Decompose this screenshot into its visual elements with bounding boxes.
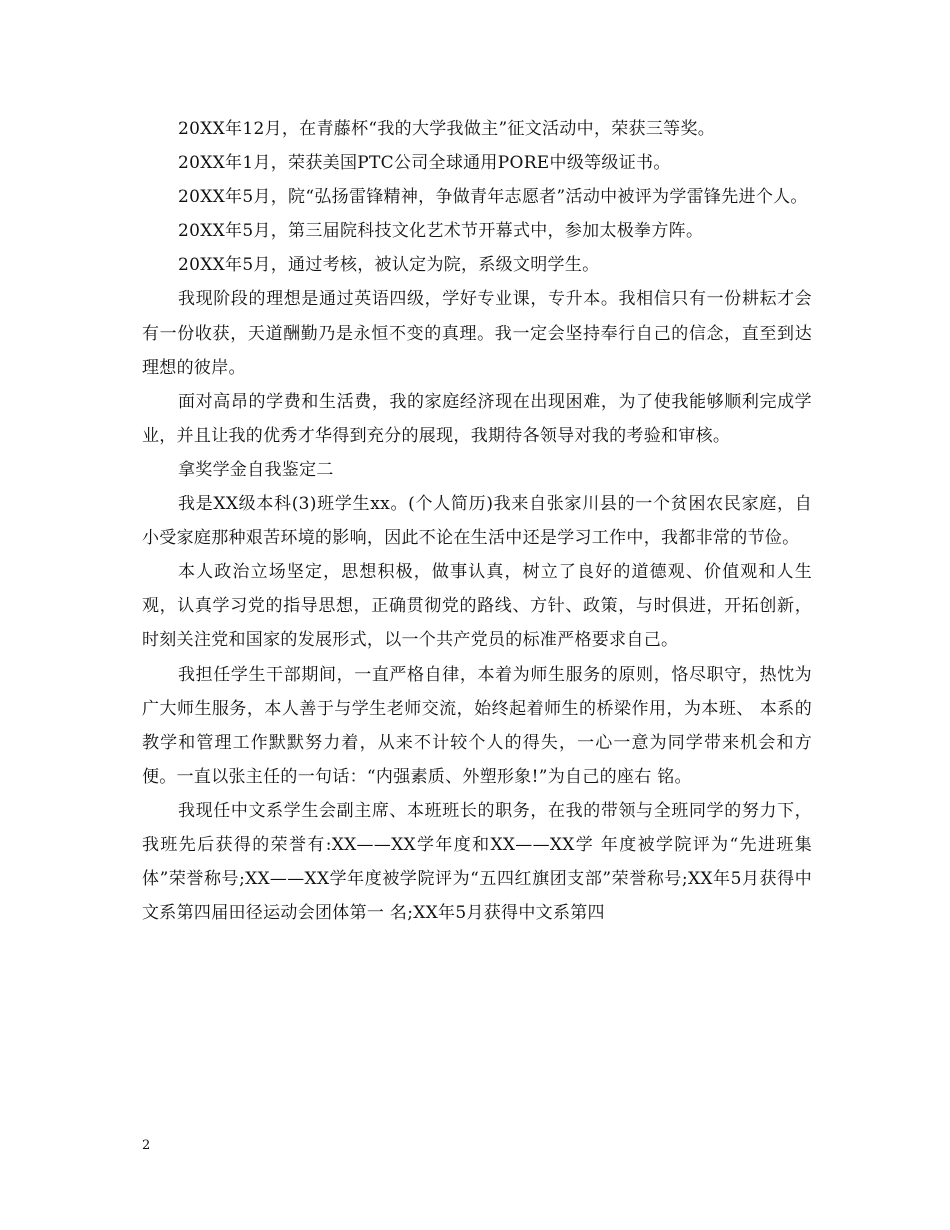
paragraph-volunteer-award: 20XX年5月，院“弘扬雷锋精神，争做青年志愿者”活动中被评为学雷锋先进个人。 — [178, 187, 808, 208]
paragraph-student-cadre: 我担任学生干部期间，一直严格自律，本着为师生服务的原则，恪尽职守，热忱为广大师生服务，本人善于与学生老师交流，始终起着师生的桥梁作用，为本班、 本系的教学和管理工作默默努力着，从来不计较个人的得失，一心一意为同学带来机会和方便。一直以张主任的一句话：“内强素质、外塑形象!”为自己的座右 铭。 — [142, 664, 812, 787]
paragraph-ideal: 我现阶段的理想是通过英语四级，学好专业课，专升本。我相信只有一份耕耘才会有一份收获，天道酬勤乃是永恒不变的真理。我一定会坚持奉行自己的信念，直至到达理想的彼岸。 — [142, 289, 812, 378]
section-heading: 拿奖学金自我鉴定二 — [178, 459, 334, 480]
paragraph-background: 我是XX级本科(3)班学生xx。(个人简历)我来自张家川县的一个贫困农民家庭，自小受家庭那种艰苦环境的影响，因此不论在生活中还是学习工作中，我都非常的节俭。 — [142, 494, 812, 549]
paragraph-honors: 我现任中文系学生会副主席、本班班长的职务，在我的带领与全班同学的努力下，我班先后获得的荣誉有:XX——XX学年度和XX——XX学 年度被学院评为“先进班集体”荣誉称号;XX——XX学年度被学院评为“五四红旗团支部”荣誉称号;XX年5月获得中文系第四届田径运动会团体第一 名;XX年5月获得中文系第四 — [142, 800, 812, 924]
page-number: 2 — [142, 1138, 151, 1153]
paragraph-civilized-student: 20XX年5月，通过考核，被认定为院，系级文明学生。 — [178, 255, 600, 276]
paragraph-political-stance: 本人政治立场坚定，思想积极，做事认真，树立了良好的道德观、价值观和人生观，认真学习党的指导思想，正确贯彻党的路线、方针、政策，与时俱进，开拓创新，时刻关注党和国家的发展形式，以一个共产党员的标准严格要求自己。 — [142, 562, 812, 651]
paragraph-award-essay: 20XX年12月，在青藤杯“我的大学我做主”征文活动中，荣获三等奖。 — [178, 119, 716, 139]
paragraph-ptc-certificate: 20XX年1月，荣获美国PTC公司全球通用PORE中级等级证书。 — [178, 153, 671, 174]
body-text — [142, 112, 812, 930]
paragraph-taiji-performance: 20XX年5月，第三届院科技文化艺术节开幕式中，参加太极拳方阵。 — [178, 221, 704, 242]
paragraph-financial-need: 面对高昂的学费和生活费，我的家庭经济现在出现困难，为了使我能够顺利完成学业，并且让我的优秀才华得到充分的展现，我期待各领导对我的考验和审核。 — [142, 391, 812, 446]
